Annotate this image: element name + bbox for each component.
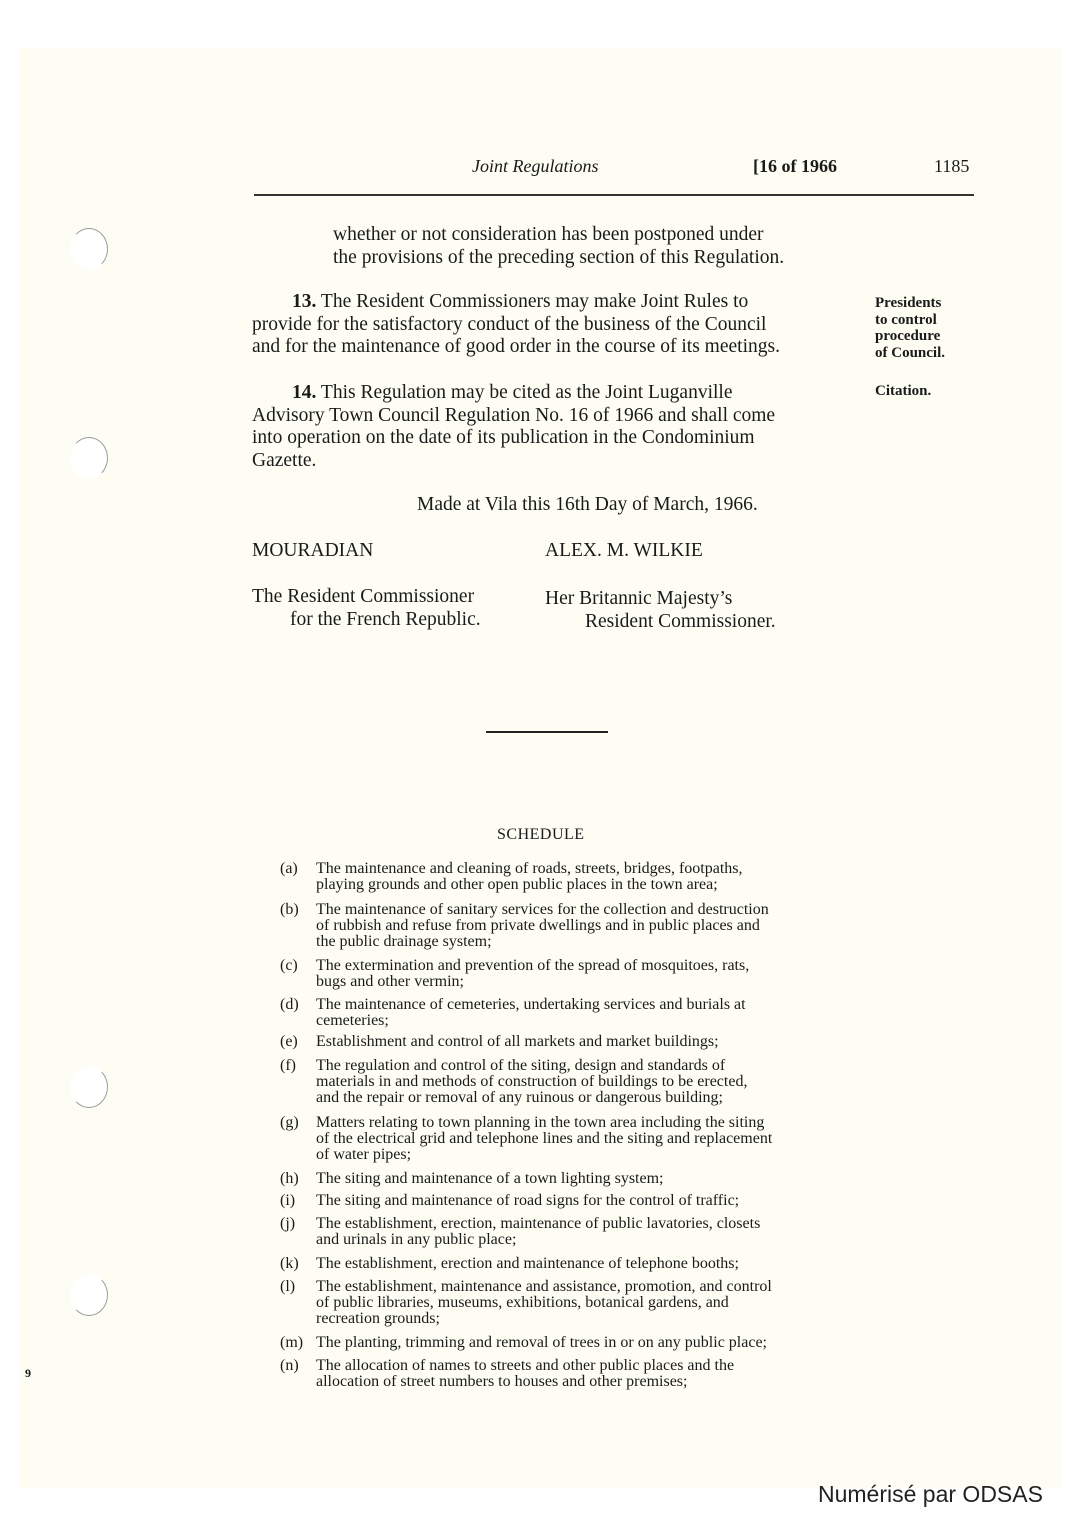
edge-mark: 9 xyxy=(25,1366,31,1380)
schedule-item-label: (j) xyxy=(280,1215,296,1232)
schedule-item-label: (l) xyxy=(280,1278,296,1295)
text-line: Advisory Town Council Regulation No. 16 of 1966 and shall come xyxy=(252,404,776,426)
running-header-title: Joint Regulations xyxy=(472,156,599,176)
signatory-french-name: MOURADIAN xyxy=(252,540,374,561)
header-rule xyxy=(254,194,974,196)
punch-hole-4 xyxy=(70,1274,108,1316)
schedule-item-label: (b) xyxy=(280,901,299,918)
schedule-item-line: The maintenance of sanitary services for the collection and destruction xyxy=(316,901,769,918)
schedule-item-text xyxy=(316,958,850,990)
schedule-item-line: and urinals in any public place; xyxy=(316,1231,517,1248)
margin-note-line: of Council. xyxy=(875,344,946,361)
schedule-item-line: The siting and maintenance of road signs for the control of traffic; xyxy=(316,1192,740,1209)
schedule-item-label: (m) xyxy=(280,1334,304,1351)
schedule-item-label: (g) xyxy=(280,1114,299,1131)
schedule-item-label: (i) xyxy=(280,1192,296,1209)
schedule-item-text xyxy=(316,1058,850,1106)
schedule-item xyxy=(280,1171,850,1187)
text-fragment: The Resident Commissioners may make Joint Rules to xyxy=(320,291,749,312)
signatory-french-title xyxy=(252,586,481,631)
continuation-paragraph xyxy=(333,224,851,269)
schedule-item-line: of public libraries, museums, exhibitions, botanical gardens, and xyxy=(316,1294,729,1311)
schedule-item xyxy=(280,958,850,990)
schedule-title: SCHEDULE xyxy=(497,826,585,843)
schedule-item-text xyxy=(316,1034,850,1050)
title-line: for the French Republic. xyxy=(290,608,481,630)
schedule-item-line: Matters relating to town planning in the town area including the siting xyxy=(316,1114,765,1131)
text-line xyxy=(252,291,851,314)
schedule-item-line: The extermination and prevention of the spread of mosquitoes, rats, xyxy=(316,957,750,974)
schedule-item-text xyxy=(316,1171,850,1187)
made-at-statement: Made at Vila this 16th Day of March, 1966. xyxy=(417,494,758,515)
schedule-item-line: The maintenance and cleaning of roads, streets, bridges, footpaths, xyxy=(316,860,743,877)
schedule-item-text xyxy=(316,1216,850,1248)
margin-note-section-14: Citation. xyxy=(875,383,932,399)
schedule-item-line: The establishment, erection and maintenance of telephone booths; xyxy=(316,1255,739,1272)
margin-note-section-13 xyxy=(875,295,945,361)
schedule-item-text xyxy=(316,1279,850,1327)
schedule-item-line: The establishment, maintenance and assistance, promotion, and control xyxy=(316,1278,772,1295)
schedule-item-label: (h) xyxy=(280,1170,299,1187)
schedule-item-line: of rubbish and refuse from private dwellings and in public places and xyxy=(316,917,760,934)
schedule-item-line: recreation grounds; xyxy=(316,1310,440,1327)
page-number: 1185 xyxy=(934,156,970,176)
schedule-item xyxy=(280,1216,850,1248)
text-line: the provisions of the preceding section of this Regulation. xyxy=(333,246,785,268)
signatory-british-name: ALEX. M. WILKIE xyxy=(545,540,703,561)
schedule-item-line: the public drainage system; xyxy=(316,933,492,950)
schedule-item-label: (d) xyxy=(280,996,299,1013)
text-line: Gazette. xyxy=(252,449,317,471)
schedule-item xyxy=(280,1256,850,1272)
punch-hole-3 xyxy=(70,1066,108,1108)
text-line: and for the maintenance of good order in the course of its meetings. xyxy=(252,336,780,357)
schedule-item-text xyxy=(316,1358,850,1390)
schedule-item-text xyxy=(316,1335,850,1351)
schedule-item xyxy=(280,1034,850,1050)
punch-hole-1 xyxy=(70,228,108,270)
schedule-item-text xyxy=(316,902,850,950)
signatory-british-title xyxy=(545,588,776,633)
schedule-item-label: (n) xyxy=(280,1357,299,1374)
schedule-item xyxy=(280,1279,850,1327)
section-number: 13. xyxy=(292,291,317,312)
text-line: into operation on the date of its publication in the Condominium xyxy=(252,427,755,448)
schedule-item-line: cemeteries; xyxy=(316,1012,389,1029)
schedule-item-line: The planting, trimming and removal of trees in or on any public place; xyxy=(316,1334,767,1351)
schedule-item-line: The regulation and control of the siting, design and standards of xyxy=(316,1057,726,1074)
text-line: whether or not consideration has been postponed under xyxy=(333,224,764,245)
schedule-item xyxy=(280,997,850,1029)
title-line: Her Britannic Majesty’s xyxy=(545,588,733,609)
schedule-item-line: allocation of street numbers to houses and other premises; xyxy=(316,1373,688,1390)
schedule-item xyxy=(280,902,850,950)
margin-note-line: procedure xyxy=(875,328,941,344)
punch-hole-2 xyxy=(70,437,108,479)
schedule-item xyxy=(280,1058,850,1106)
running-header-regulation-ref: [16 of 1966 xyxy=(753,156,837,176)
schedule-item xyxy=(280,1193,850,1209)
margin-note-line: to control xyxy=(875,311,937,328)
section-14 xyxy=(252,382,851,472)
schedule-item-line: materials in and methods of construction of buildings to be erected, xyxy=(316,1073,748,1090)
schedule-item-label: (e) xyxy=(280,1033,298,1050)
section-divider xyxy=(486,731,608,733)
schedule-item-text xyxy=(316,997,850,1029)
schedule-item-text xyxy=(316,1193,850,1209)
schedule-item-text xyxy=(316,1115,850,1163)
text-line xyxy=(252,382,851,405)
schedule-item-line: The maintenance of cemeteries, undertaking services and burials at xyxy=(316,996,746,1013)
title-line: Resident Commissioner. xyxy=(585,610,776,632)
schedule-item-line: of the electrical grid and telephone lines and the siting and replacement xyxy=(316,1130,773,1147)
schedule-item-label: (c) xyxy=(280,957,298,974)
schedule-item-line: The siting and maintenance of a town lighting system; xyxy=(316,1170,664,1187)
title-line: The Resident Commissioner xyxy=(252,586,475,607)
schedule-item-label: (a) xyxy=(280,860,298,877)
schedule-item-line: of water pipes; xyxy=(316,1146,412,1163)
margin-note-line: Presidents xyxy=(875,295,942,311)
section-13 xyxy=(252,291,851,359)
schedule-item-line: The allocation of names to streets and other public places and the xyxy=(316,1357,735,1374)
schedule-item xyxy=(280,1335,850,1351)
schedule-item-line: playing grounds and other open public places in the town area; xyxy=(316,876,718,893)
digitization-watermark: Numérisé par ODSAS xyxy=(818,1481,1043,1507)
schedule-item-text xyxy=(316,861,850,893)
text-line: provide for the satisfactory conduct of the business of the Council xyxy=(252,313,767,335)
schedule-item-line: Establishment and control of all markets and market buildings; xyxy=(316,1033,719,1050)
schedule-item xyxy=(280,1115,850,1163)
schedule-item-label: (k) xyxy=(280,1255,299,1272)
schedule-item-label: (f) xyxy=(280,1057,296,1074)
schedule-item-line: The establishment, erection, maintenance of public lavatories, closets xyxy=(316,1215,761,1232)
section-number: 14. xyxy=(292,382,317,403)
schedule-item-line: bugs and other vermin; xyxy=(316,973,464,990)
schedule-item-line: and the repair or removal of any ruinous or dangerous building; xyxy=(316,1089,723,1106)
schedule-item-text xyxy=(316,1256,850,1272)
schedule-item xyxy=(280,1358,850,1390)
schedule-item xyxy=(280,861,850,893)
text-fragment: This Regulation may be cited as the Joint Luganville xyxy=(320,382,733,403)
